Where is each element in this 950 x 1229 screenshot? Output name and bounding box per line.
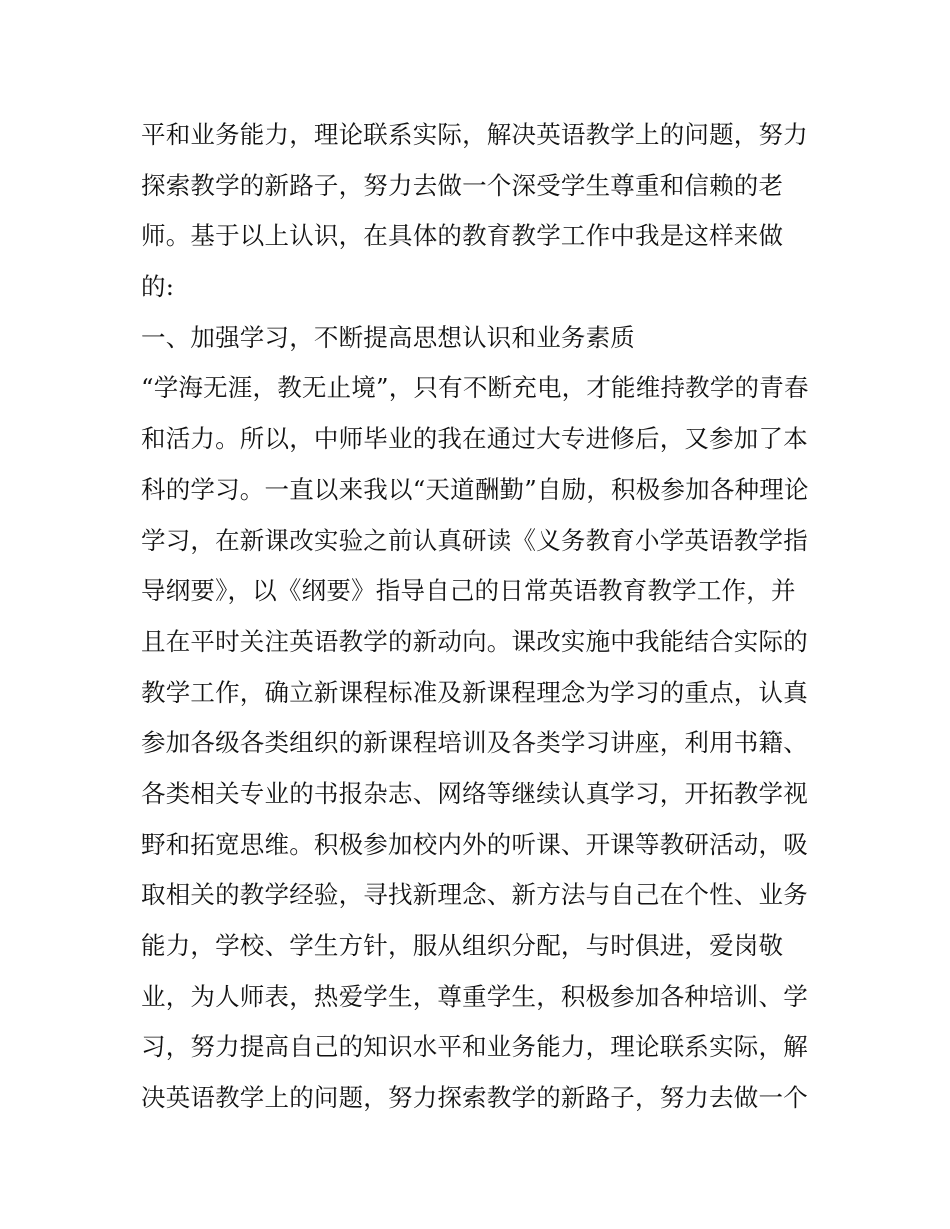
text-line: 和活力。所以，中师毕业的我在通过大专进修后，又参加了本 bbox=[141, 424, 808, 454]
text-line: 平和业务能力，理论联系实际，解决英语教学上的问题，努力 bbox=[141, 120, 808, 149]
text-line: 野和拓宽思维。积极参加校内外的听课、开课等教研活动，吸 bbox=[141, 829, 808, 859]
text-line: 的: bbox=[141, 272, 175, 302]
section-heading: 一、加强学习，不断提高思想认识和业务素质 bbox=[141, 322, 635, 352]
text-line: 探索教学的新路子，努力去做一个深受学生尊重和信赖的老 bbox=[141, 170, 784, 200]
text-line: 各类相关专业的书报杂志、网络等继续认真学习，开拓教学视 bbox=[141, 778, 808, 808]
text-line: 师。基于以上认识，在具体的教育教学工作中我是这样来做 bbox=[141, 221, 784, 251]
text-line: 决英语教学上的问题，努力探索教学的新路子，努力去做一个 bbox=[141, 1083, 808, 1113]
text-line: 取相关的教学经验，寻找新理念、新方法与自己在个性、业务 bbox=[141, 880, 808, 910]
text-line: 学习，在新课改实验之前认真研读《义务教育小学英语教学指 bbox=[141, 525, 808, 555]
text-line: 且在平时关注英语教学的新动向。课改实施中我能结合实际的 bbox=[141, 626, 808, 656]
text-line: “学海无涯，教无止境”，只有不断充电，才能维持教学的青春 bbox=[141, 373, 809, 403]
text-line: 习，努力提高自己的知识水平和业务能力，理论联系实际，解 bbox=[141, 1032, 808, 1062]
text-line: 导纲要》，以《纲要》指导自己的日常英语教育教学工作，并 bbox=[141, 576, 796, 606]
text-line: 能力，学校、学生方针，服从组织分配，与时俱进，爱岗敬 bbox=[141, 931, 784, 960]
text-line: 科的学习。一直以来我以“天道酬勤”自励，积极参加各种理论 bbox=[141, 474, 809, 504]
text-line: 教学工作，确立新课程标准及新课程理念为学习的重点，认真 bbox=[141, 677, 808, 707]
text-line: 业，为人师表，热爱学生，尊重学生，积极参加各种培训、学 bbox=[141, 981, 808, 1011]
text-line: 参加各级各类组织的新课程培训及各类学习讲座，利用书籍、 bbox=[141, 728, 808, 758]
document-body bbox=[141, 110, 821, 1124]
